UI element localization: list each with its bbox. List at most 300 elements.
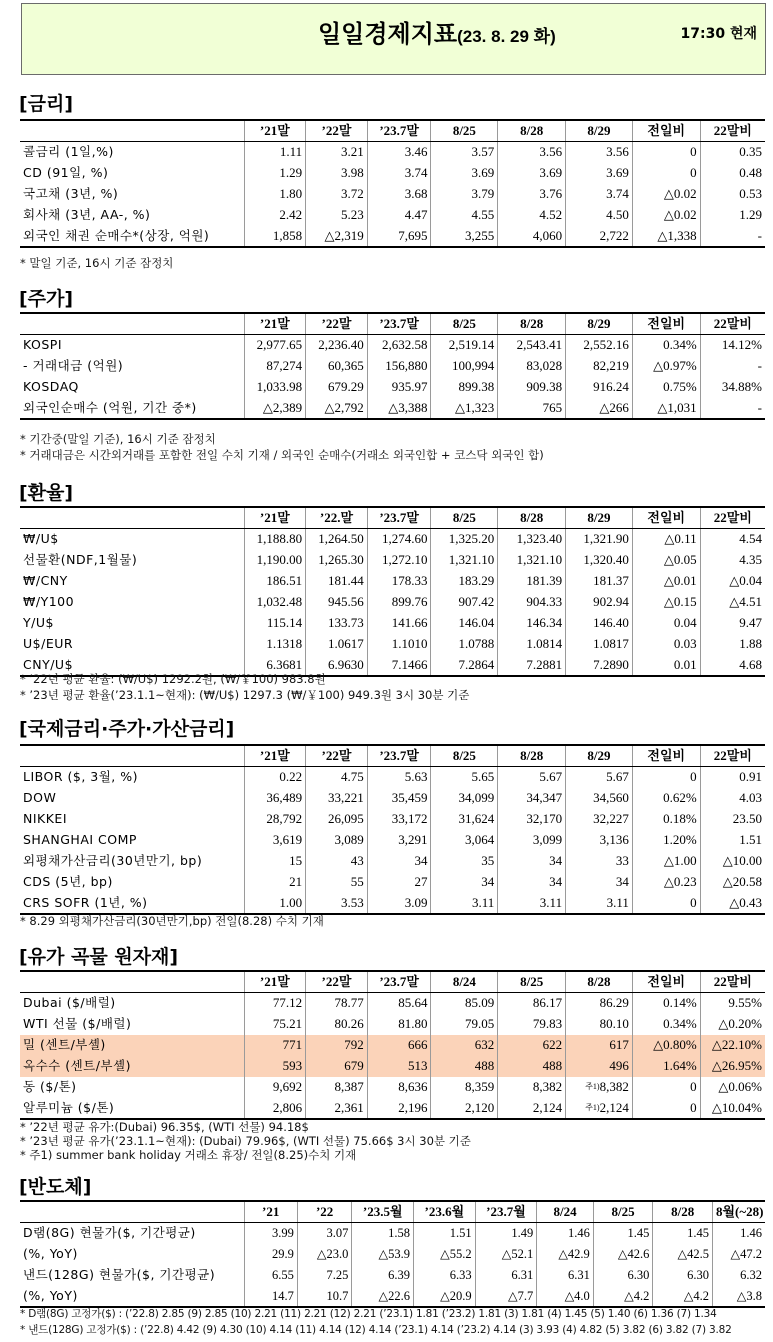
column-header: 8/29 (566, 313, 633, 335)
section-semi-heading: [반도체] (19, 1176, 92, 1198)
table-cell: 33,172 (367, 809, 431, 830)
column-header: ’23.7말 (367, 313, 431, 335)
column-header (20, 745, 244, 767)
table-row (20, 872, 765, 893)
section-stocks-heading: [주가] (19, 288, 74, 310)
column-header: 8/25 (431, 745, 498, 767)
table-cell: 3.69 (498, 163, 566, 184)
table-cell: △4.2 (593, 1286, 653, 1307)
table-cell: △0.06% (700, 1077, 765, 1098)
table-cell: 14.12% (700, 335, 765, 356)
table-cell: 181.37 (566, 571, 633, 592)
table-cell: 1,320.40 (566, 550, 633, 571)
table-cell: 1.49 (475, 1223, 537, 1244)
table-cell: 1,032.48 (244, 592, 306, 613)
table-cell: 181.44 (306, 571, 368, 592)
table-cell: △1,031 (632, 398, 700, 419)
table-cell: 133.73 (306, 613, 368, 634)
table-cell: 141.66 (367, 613, 431, 634)
table-cell: △0.01 (632, 571, 700, 592)
table-cell: 3,136 (566, 830, 633, 851)
table-cell: 78.77 (306, 993, 368, 1014)
table-cell: 6.3681 (244, 655, 306, 676)
column-header: 8월(~28) (713, 1201, 766, 1223)
column-header: 22말비 (700, 971, 765, 993)
table-row (20, 1265, 765, 1286)
row-label: ₩/U$ (20, 529, 244, 550)
cell-value: 2,124 (599, 1099, 629, 1115)
table-row (20, 335, 765, 356)
table-cell: 1.64% (632, 1056, 700, 1077)
table-cell: 4.54 (700, 529, 765, 550)
table-row (20, 993, 765, 1014)
row-label: KOSPI (20, 335, 244, 356)
column-header: 8/25 (431, 313, 498, 335)
table-cell: 513 (367, 1056, 431, 1077)
commodities-note-1: * ’23년 평균 유가(’23.1.1~현재): (Dubai) 79.96$, (WTI 선물) 75.66$ 3시 30분 기준 (20, 1134, 471, 1148)
table-cell: 0 (632, 142, 700, 163)
table-cell: 1.00 (244, 893, 306, 914)
table-cell: 6.31 (475, 1265, 537, 1286)
table-header-row (20, 120, 765, 142)
table-cell: 488 (498, 1056, 566, 1077)
row-label: 회사채 (3년, AA-, %) (20, 205, 244, 226)
column-header: 8/25 (498, 971, 566, 993)
table-cell: 32,170 (498, 809, 566, 830)
table-cell: 85.09 (431, 993, 498, 1014)
table-cell: 146.40 (566, 613, 633, 634)
table-cell: 34 (498, 872, 566, 893)
table-cell: 2,552.16 (566, 335, 633, 356)
table-cell: 6.30 (653, 1265, 713, 1286)
table-cell: 1,272.10 (367, 550, 431, 571)
table-row (20, 1056, 765, 1077)
table-cell (566, 1098, 633, 1119)
table-cell: 5.65 (431, 767, 498, 788)
table-cell: 1.1318 (244, 634, 306, 655)
table-cell: 36,489 (244, 788, 306, 809)
table-cell: 5.67 (498, 767, 566, 788)
table-cell: 1.0788 (431, 634, 498, 655)
table-cell: 2.42 (244, 205, 306, 226)
table-cell: 7.25 (297, 1265, 351, 1286)
table-cell: 4.52 (498, 205, 566, 226)
column-header: 전일비 (632, 313, 700, 335)
column-header (20, 313, 244, 335)
column-header: 전일비 (632, 507, 700, 529)
table-row (20, 184, 765, 205)
table-cell: △10.04% (700, 1098, 765, 1119)
table-row (20, 1244, 765, 1265)
table-cell: 3.74 (566, 184, 633, 205)
table-cell: 3.74 (367, 163, 431, 184)
table-header-row (20, 1201, 765, 1223)
row-label: 옥수수 (센트/부셸) (20, 1056, 244, 1077)
table-cell: 679 (306, 1056, 368, 1077)
row-label: 선물환(NDF,1월물) (20, 550, 244, 571)
table-cell: 0 (632, 163, 700, 184)
table-cell: 0.34% (632, 335, 700, 356)
table-cell: △266 (566, 398, 633, 419)
table-cell: △2,389 (244, 398, 306, 419)
column-header: 전일비 (632, 745, 700, 767)
table-cell: 2,806 (244, 1098, 306, 1119)
cell-value: 8,382 (599, 1079, 629, 1094)
column-header: ’21말 (244, 120, 306, 142)
table-cell: 3,064 (431, 830, 498, 851)
fx-note-1: * ’23년 평균 환율(’23.1.1~현재): (₩/U$) 1297.3 (₩/￥100) 949.3원 3시 30분 기준 (20, 688, 470, 702)
table-cell: 186.51 (244, 571, 306, 592)
table-cell: 183.29 (431, 571, 498, 592)
table-cell: 79.05 (431, 1014, 498, 1035)
table-cell: 1.20% (632, 830, 700, 851)
table-cell: 1,264.50 (306, 529, 368, 550)
table-cell: 1.0617 (306, 634, 368, 655)
table-row (20, 571, 765, 592)
table-cell: 0 (632, 1098, 700, 1119)
table-cell: 2,977.65 (244, 335, 306, 356)
table-row (20, 529, 765, 550)
column-header: 22말비 (700, 507, 765, 529)
table-cell: △42.5 (653, 1244, 713, 1265)
section-fx-heading: [환율] (19, 482, 74, 504)
table-cell: △4.51 (700, 592, 765, 613)
row-label: Y/U$ (20, 613, 244, 634)
column-header: 8/28 (653, 1201, 713, 1223)
table-row (20, 1035, 765, 1056)
table-cell: 146.34 (498, 613, 566, 634)
table-cell: 34 (431, 872, 498, 893)
table-cell: 3.99 (244, 1223, 297, 1244)
table-header-row (20, 507, 765, 529)
column-header: ’22말 (306, 313, 368, 335)
table-row (20, 1223, 765, 1244)
column-header: 8/28 (498, 313, 566, 335)
stocks-note-0: * 기간중(말일 기준), 16시 기준 잠정치 (20, 432, 216, 446)
column-header: ’21말 (244, 507, 306, 529)
table-cell: 1,033.98 (244, 377, 306, 398)
table-cell (566, 1077, 633, 1098)
column-header: 22말비 (700, 313, 765, 335)
table-cell: 8,387 (306, 1077, 368, 1098)
table-cell: 0.75% (632, 377, 700, 398)
column-header: ’23.5월 (352, 1201, 414, 1223)
table-cell: △0.04 (700, 571, 765, 592)
table-cell: 1.11 (244, 142, 306, 163)
table-cell: 34,099 (431, 788, 498, 809)
title-date: (23. 8. 29 화) (457, 27, 556, 46)
column-header: 22말비 (700, 120, 765, 142)
rates-table (20, 119, 765, 248)
table-cell: 1.0814 (498, 634, 566, 655)
row-label: D램(8G) 현물가($, 기간평균) (20, 1223, 244, 1244)
table-cell: 1.45 (593, 1223, 653, 1244)
table-cell: 0.03 (632, 634, 700, 655)
table-cell: 632 (431, 1035, 498, 1056)
table-cell: △0.15 (632, 592, 700, 613)
table-cell: 6.30 (593, 1265, 653, 1286)
semi-note-1: * 낸드(128G) 고정가($) : (’22.8) 4.42 (9) 4.30 (10) 4.14 (11) 4.14 (12) 4.14 (’23.1) 4.14 (’23.2) 4.14 (3) 3.93 (4) 4.82 (5) 3.82 (6) 3.82 (7) 3.82 (20, 1324, 732, 1336)
row-label: - 거래대금 (억원) (20, 356, 244, 377)
table-cell: 1,188.80 (244, 529, 306, 550)
column-header: ’21말 (244, 971, 306, 993)
column-header: 8/25 (431, 507, 498, 529)
table-row (20, 398, 765, 419)
table-cell: 8,382 (498, 1077, 566, 1098)
table-cell: 3.11 (566, 893, 633, 914)
table-cell: 3.53 (306, 893, 368, 914)
column-header: ’22말 (306, 971, 368, 993)
table-cell: 765 (498, 398, 566, 419)
table-cell: 4.35 (700, 550, 765, 571)
table-cell: - (700, 226, 765, 247)
table-cell: 115.14 (244, 613, 306, 634)
table-cell: △0.20% (700, 1014, 765, 1035)
table-cell: 1,321.90 (566, 529, 633, 550)
table-cell: 792 (306, 1035, 368, 1056)
table-cell: 902.94 (566, 592, 633, 613)
table-cell: 1.51 (700, 830, 765, 851)
table-cell: 3.11 (498, 893, 566, 914)
table-cell: 29.9 (244, 1244, 297, 1265)
table-cell: - (700, 356, 765, 377)
table-cell: 5.63 (367, 767, 431, 788)
column-header: ’22.말 (306, 507, 368, 529)
table-cell: 1.1010 (367, 634, 431, 655)
commodities-note-2: * 주1) summer bank holiday 거래소 휴장/ 전일(8.25)수치 기재 (20, 1148, 357, 1162)
table-cell: 617 (566, 1035, 633, 1056)
column-header: ’22말 (306, 120, 368, 142)
table-cell: 593 (244, 1056, 306, 1077)
row-label: 동 ($/톤) (20, 1077, 244, 1098)
table-cell: 2,632.58 (367, 335, 431, 356)
table-cell: 3.57 (431, 142, 498, 163)
table-cell: 1.29 (700, 205, 765, 226)
table-cell: 32,227 (566, 809, 633, 830)
table-cell: △1,323 (431, 398, 498, 419)
table-cell: 2,236.40 (306, 335, 368, 356)
column-header: ’23.7말 (367, 507, 431, 529)
table-cell: 0.22 (244, 767, 306, 788)
table-cell: △10.00 (700, 851, 765, 872)
row-label: Dubai ($/배럴) (20, 993, 244, 1014)
row-label: 콜금리 (1일,%) (20, 142, 244, 163)
footnote-mark: 주1) (585, 1082, 600, 1091)
table-header-row (20, 313, 765, 335)
table-row (20, 851, 765, 872)
table-cell: 4.75 (306, 767, 368, 788)
table-cell: - (700, 398, 765, 419)
column-header: 전일비 (632, 971, 700, 993)
table-cell: 75.21 (244, 1014, 306, 1035)
table-cell: △1,338 (632, 226, 700, 247)
table-cell: 178.33 (367, 571, 431, 592)
table-row (20, 1098, 765, 1119)
table-cell: 4.03 (700, 788, 765, 809)
column-header: ’23.7말 (367, 120, 431, 142)
table-cell: 1,325.20 (431, 529, 498, 550)
column-header: ’21말 (244, 313, 306, 335)
table-cell: △53.9 (352, 1244, 414, 1265)
table-cell: △3,388 (367, 398, 431, 419)
table-row (20, 1077, 765, 1098)
column-header: 8/24 (431, 971, 498, 993)
table-cell: △42.9 (537, 1244, 594, 1265)
table-cell: 82,219 (566, 356, 633, 377)
table-row (20, 205, 765, 226)
table-row (20, 1014, 765, 1035)
table-cell: △23.0 (297, 1244, 351, 1265)
table-cell: 909.38 (498, 377, 566, 398)
table-cell: 1.88 (700, 634, 765, 655)
table-cell: △0.05 (632, 550, 700, 571)
table-cell: △0.02 (632, 205, 700, 226)
stocks-note-1: * 거래대금은 시간외거래를 포함한 전일 수치 기재 / 외국인 순매수(거래소 외국인합 + 코스닥 외국인 합) (20, 448, 544, 462)
table-cell: 33 (566, 851, 633, 872)
table-cell: 2,519.14 (431, 335, 498, 356)
table-row (20, 830, 765, 851)
table-cell: 9.47 (700, 613, 765, 634)
table-cell: 3.07 (297, 1223, 351, 1244)
intl-table (20, 744, 765, 915)
table-cell: 3.69 (566, 163, 633, 184)
page-title: 일일경제지표(23. 8. 29 화) (318, 20, 556, 48)
table-cell: 0.14% (632, 993, 700, 1014)
row-label: 알루미늄 ($/톤) (20, 1098, 244, 1119)
table-cell: 100,994 (431, 356, 498, 377)
table-cell: 679.29 (306, 377, 368, 398)
column-header (20, 1201, 244, 1223)
table-cell: 3.69 (431, 163, 498, 184)
table-cell: 2,543.41 (498, 335, 566, 356)
table-header-row (20, 745, 765, 767)
table-cell: △1.00 (632, 851, 700, 872)
table-cell: 55 (306, 872, 368, 893)
row-label: CNY/U$ (20, 655, 244, 676)
table-cell: △20.9 (414, 1286, 476, 1307)
table-row (20, 1286, 765, 1307)
column-header: ’23.7말 (367, 971, 431, 993)
table-cell: 0.18% (632, 809, 700, 830)
table-cell: 7.1466 (367, 655, 431, 676)
column-header: 8/24 (537, 1201, 594, 1223)
table-cell: 86.29 (566, 993, 633, 1014)
table-cell: △0.97% (632, 356, 700, 377)
table-cell: 10.7 (297, 1286, 351, 1307)
table-cell: △22.10% (700, 1035, 765, 1056)
table-cell: 899.76 (367, 592, 431, 613)
column-header: ’22 (297, 1201, 351, 1223)
table-cell: 7.2890 (566, 655, 633, 676)
table-cell: 899.38 (431, 377, 498, 398)
row-label: (%, YoY) (20, 1244, 244, 1265)
table-cell: 77.12 (244, 993, 306, 1014)
table-cell: 904.33 (498, 592, 566, 613)
table-row (20, 767, 765, 788)
column-header: 8/28 (498, 745, 566, 767)
table-cell: 60,365 (306, 356, 368, 377)
table-cell: 2,124 (498, 1098, 566, 1119)
semi-table (20, 1200, 765, 1308)
table-cell: 86.17 (498, 993, 566, 1014)
table-cell: 6.9630 (306, 655, 368, 676)
table-cell: 8,359 (431, 1077, 498, 1098)
table-cell: 3.09 (367, 893, 431, 914)
column-header (20, 971, 244, 993)
table-cell: 33,221 (306, 788, 368, 809)
table-cell: 4.47 (367, 205, 431, 226)
table-cell: △0.43 (700, 893, 765, 914)
intl-note-0: * 8.29 외평채가산금리(30년만기,bp) 전일(8.28) 수치 기재 (20, 914, 324, 928)
table-cell: 15 (244, 851, 306, 872)
row-label: KOSDAQ (20, 377, 244, 398)
table-cell: 1.46 (537, 1223, 594, 1244)
column-header: 22말비 (700, 745, 765, 767)
table-cell: 3,255 (431, 226, 498, 247)
table-cell: 1,321.10 (498, 550, 566, 571)
table-row (20, 592, 765, 613)
table-cell: 907.42 (431, 592, 498, 613)
row-label: 밀 (센트/부셸) (20, 1035, 244, 1056)
column-header: 8/28 (566, 971, 633, 993)
table-row (20, 226, 765, 247)
row-label: ₩/Y100 (20, 592, 244, 613)
table-cell: 83,028 (498, 356, 566, 377)
table-cell: 3.46 (367, 142, 431, 163)
title-time: 17:30 현재 (680, 26, 757, 42)
section-intl-heading: [국제금리·주가·가산금리] (19, 718, 235, 740)
table-cell: 0.53 (700, 184, 765, 205)
table-cell: 3.56 (566, 142, 633, 163)
title-box (21, 3, 766, 75)
table-row (20, 550, 765, 571)
table-cell: 6.55 (244, 1265, 297, 1286)
table-row (20, 163, 765, 184)
table-cell: 34 (498, 851, 566, 872)
table-cell: 5.67 (566, 767, 633, 788)
column-header (20, 120, 244, 142)
semi-note-0: * D램(8G) 고정가($) : (’22.8) 2.85 (9) 2.85 (10) 2.21 (11) 2.21 (12) 2.21 (’23.1) 1.81 (’23.2) 1.81 (3) 1.81 (4) 1.45 (5) 1.40 (6) 1.36 (7) 1.34 (20, 1308, 717, 1320)
table-cell: 26,095 (306, 809, 368, 830)
table-cell: 0.01 (632, 655, 700, 676)
table-cell: △55.2 (414, 1244, 476, 1265)
column-header (20, 507, 244, 529)
table-cell: 3.11 (431, 893, 498, 914)
table-cell: 181.39 (498, 571, 566, 592)
commodities-table (20, 970, 765, 1120)
table-cell: 916.24 (566, 377, 633, 398)
table-cell: 945.56 (306, 592, 368, 613)
table-cell: 771 (244, 1035, 306, 1056)
section-rates-heading: [금리] (19, 93, 74, 115)
table-cell: 21 (244, 872, 306, 893)
table-cell: 1,321.10 (431, 550, 498, 571)
table-cell: 1.29 (244, 163, 306, 184)
table-cell: 27 (367, 872, 431, 893)
table-cell: 935.97 (367, 377, 431, 398)
table-header-row (20, 971, 765, 993)
section-commodities-heading: [유가 곡물 원자재] (19, 946, 179, 968)
table-cell: 3,089 (306, 830, 368, 851)
table-cell: △4.2 (653, 1286, 713, 1307)
column-header: ’21 (244, 1201, 297, 1223)
rates-note-0: * 말일 기준, 16시 기준 잠정치 (20, 256, 174, 270)
table-cell: 85.64 (367, 993, 431, 1014)
table-cell: 1.80 (244, 184, 306, 205)
table-cell: 81.80 (367, 1014, 431, 1035)
table-cell: 1.45 (653, 1223, 713, 1244)
table-cell: 2,722 (566, 226, 633, 247)
